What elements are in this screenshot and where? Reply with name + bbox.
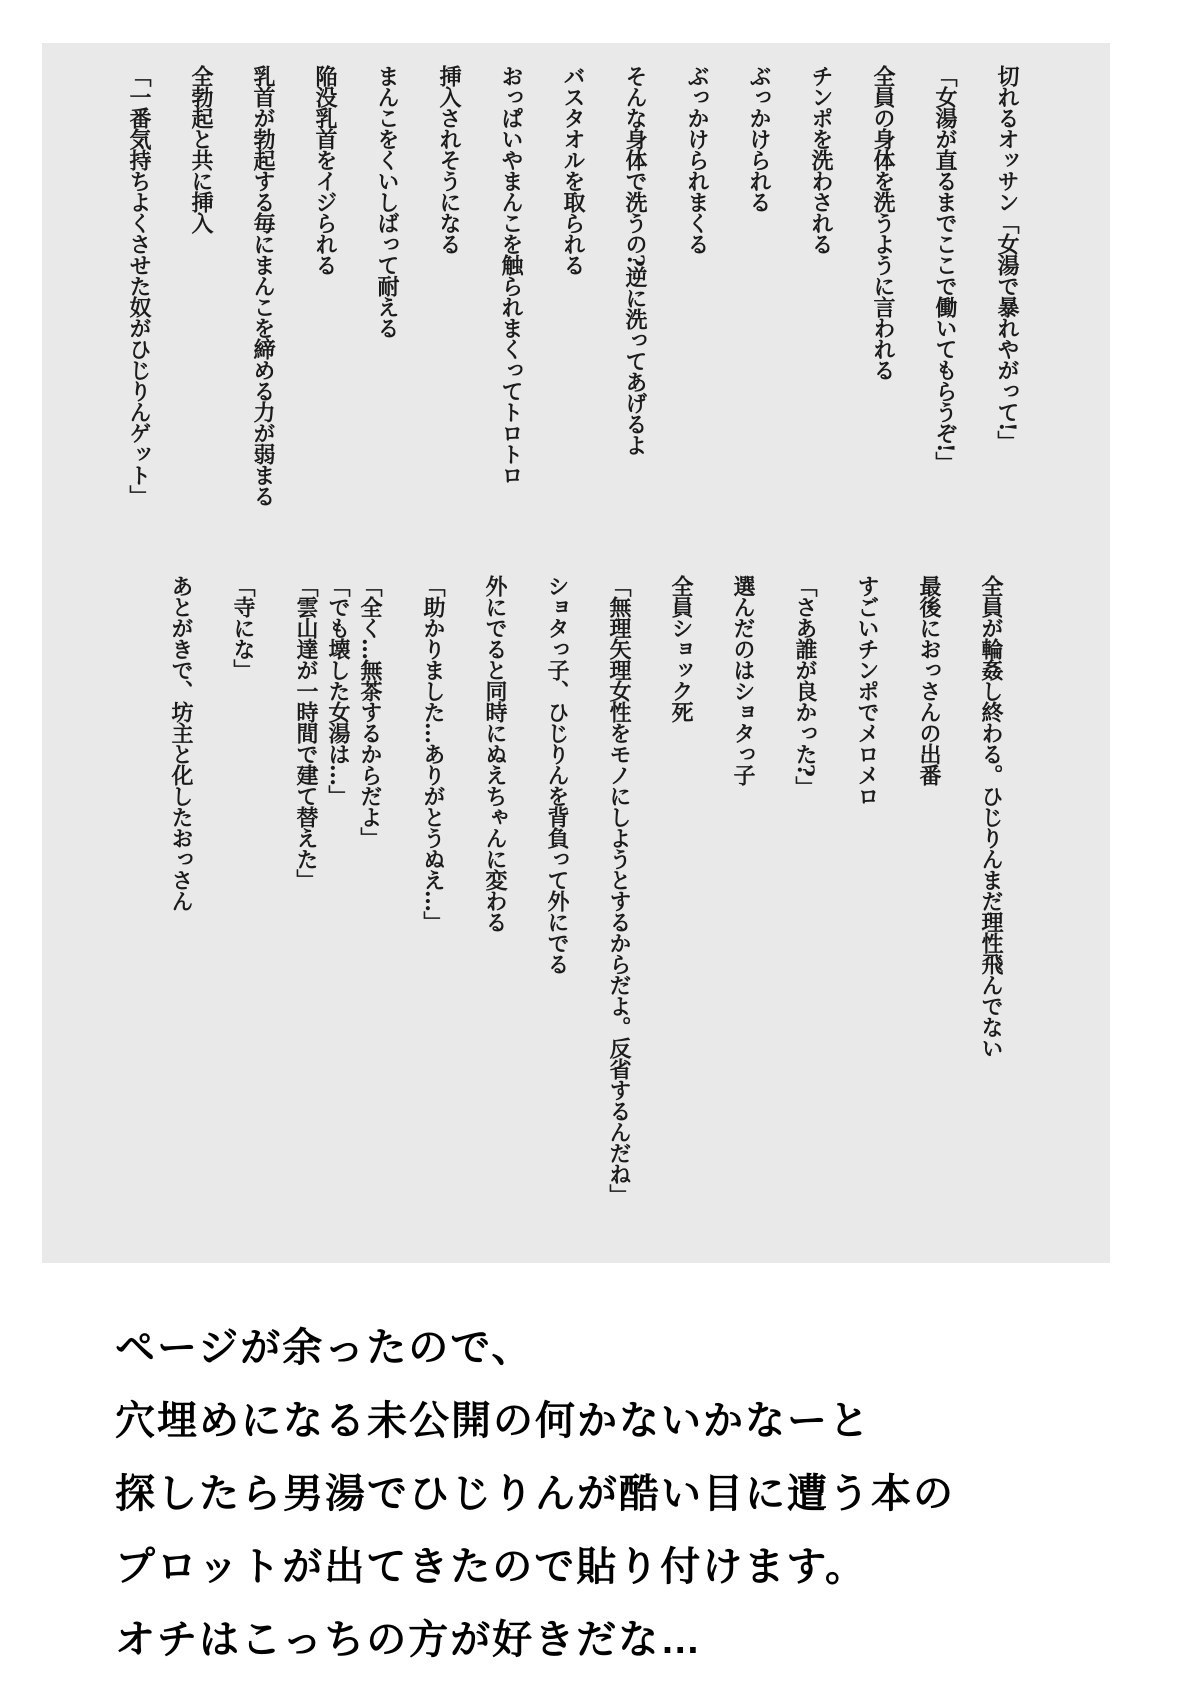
plot-line: 乳首が勃起する毎にまんこを締める力が弱まる xyxy=(250,65,276,506)
plot-line: 「雲山達が一時間で建て替えた」 xyxy=(293,575,319,890)
plot-line: 全員の身体を洗うように言われる xyxy=(870,65,896,380)
plot-line: 全員ショック死 xyxy=(668,575,694,722)
plot-line: 外にでると同時にぬえちゃんに変わる xyxy=(482,575,508,932)
plot-line: 「助かりました…ありがとうぬえ…」 xyxy=(420,575,446,932)
plot-line: まんこをくいしばって耐える xyxy=(374,65,400,338)
afterword-line: ページが余ったので、 xyxy=(115,1326,534,1370)
plot-line: 最後におっさんの出番 xyxy=(916,575,942,785)
plot-line: 陥没乳首をイジられる xyxy=(312,65,338,275)
plot-block-bottom xyxy=(150,575,1022,1245)
plot-line: 「無理矢理女性をモノにしようとするからだよ。反省するんだね」 xyxy=(606,575,632,1205)
plot-line: 「全く…無茶するからだよ」 xyxy=(357,575,383,848)
plot-line: 「女湯が直るまでここで働いてもらうぞ!」 xyxy=(932,65,958,473)
plot-line: おっぱいやまんこを触られまくってトロトロ xyxy=(498,65,524,485)
afterword-line: プロットが出てきたので貼り付けます。 xyxy=(115,1545,867,1589)
plot-line: ショタっ子、ひじりんを背負って外にでる xyxy=(544,575,570,974)
afterword-line: 穴埋めになる未公開の何かないかなーと xyxy=(115,1399,871,1443)
plot-line: 全員が輪姦し終わる。ひじりんまだ理性飛んでない xyxy=(978,575,1004,1058)
plot-sheet xyxy=(42,43,1110,1263)
plot-line: チンポを洗わされる xyxy=(808,65,834,254)
plot-block-top xyxy=(108,65,1038,551)
afterword-line: オチはこっちの方が好きだな… xyxy=(115,1618,703,1662)
plot-line: 切れるオッサン「女湯で暴れやがって!」 xyxy=(994,65,1020,452)
plot-line: あとがきで、坊主と化したおっさん xyxy=(168,575,194,911)
plot-line: 「さあ誰が良かった?」 xyxy=(792,575,818,797)
plot-line: バスタオルを取られる xyxy=(560,65,586,275)
plot-line: 選んだのはショタっ子 xyxy=(730,575,756,785)
afterword-note xyxy=(115,1312,1135,1677)
plot-line: ぶっかけられる xyxy=(746,65,772,212)
plot-line: 「一番気持ちよくさせた奴がひじりんゲット」 xyxy=(126,65,152,506)
plot-line: ぶっかけられまくる xyxy=(684,65,710,254)
plot-line: すごいチンポでメロメロ xyxy=(854,575,880,806)
plot-line: 挿入されそうになる xyxy=(436,65,462,254)
plot-line: 「でも壊した女湯は…」 xyxy=(325,575,351,806)
afterword-line: 探したら男湯でひじりんが酷い目に遭う本の xyxy=(115,1472,955,1516)
plot-line: 「寺にな」 xyxy=(230,575,256,680)
plot-line: そんな身体で洗うの?逆に洗ってあげるよ xyxy=(622,65,648,455)
plot-line: 全勃起と共に挿入 xyxy=(188,65,214,233)
